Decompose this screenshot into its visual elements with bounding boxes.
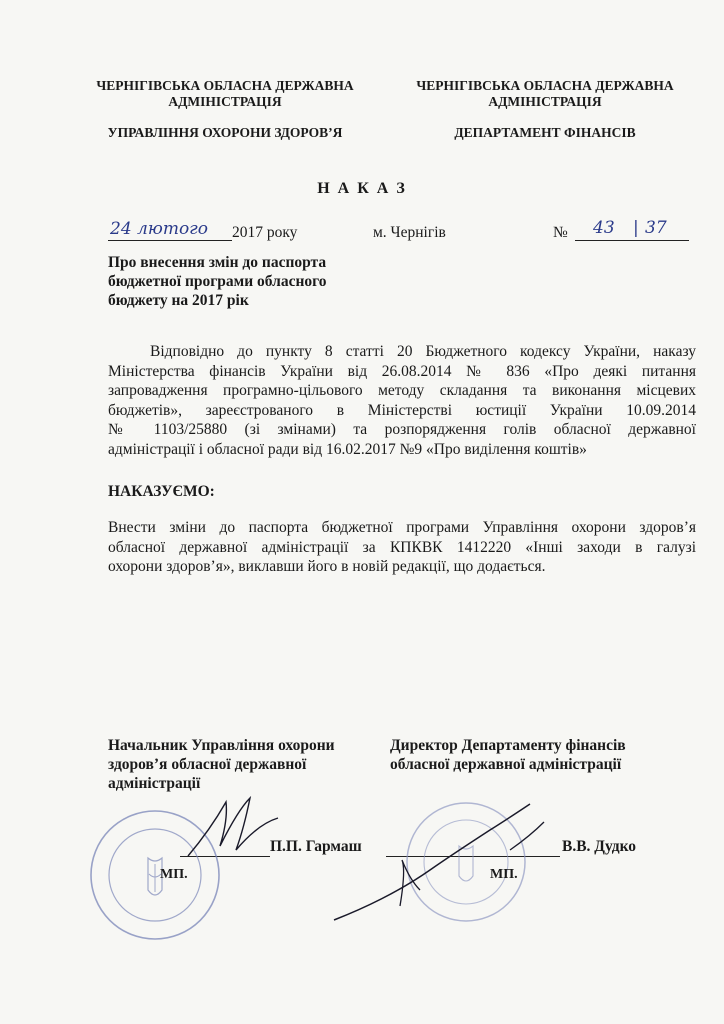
date-year: 2017 року [232, 224, 298, 241]
preamble-line3: запровадження програмно-цільового методу складання та виконання місцевих [108, 382, 696, 399]
order-paragraph [108, 518, 696, 577]
date-field [108, 219, 308, 246]
handwritten-date: 24 лютого [110, 219, 209, 239]
signatory-left-title [108, 736, 388, 793]
header-left-dept: УПРАВЛІННЯ ОХОРОНИ ЗДОРОВ’Я [107, 125, 343, 140]
right-mp-label: МП. [490, 867, 518, 882]
left-mp-label: МП. [160, 867, 188, 882]
number-underline [575, 240, 689, 241]
subject-line2: бюджетної програми обласного [108, 273, 327, 290]
signatory-right-title-line2: обласної державної адміністрації [390, 756, 622, 773]
header-right-org [395, 78, 695, 110]
header-left-org-line1: ЧЕРНІГІВСЬКА ОБЛАСНА ДЕРЖАВНА [96, 78, 354, 93]
header-left-org-line2: АДМІНІСТРАЦІЯ [168, 94, 282, 109]
document-type-title: Н А К А З [317, 180, 407, 197]
order-line3: охорони здоров’я», виклавши його в новій редакції, що додається. [108, 558, 546, 575]
handwritten-number-2: 37 [645, 218, 667, 238]
order-line2: обласної державної адміністрації за КПКВК 1412220 «Інші заходи в галузі [108, 538, 696, 556]
subject-line3: бюджету на 2017 рік [108, 292, 249, 309]
signatory-left-title-line1: Начальник Управління охорони [108, 737, 335, 754]
signatory-left-title-line3: адміністрації [108, 775, 201, 792]
preamble-line2: Міністерства фінансів України від 26.08.2014 № 836 «Про деякі питання [108, 362, 696, 380]
preamble-paragraph [108, 342, 696, 459]
header-right-dept: ДЕПАРТАМЕНТ ФІНАНСІВ [454, 125, 636, 140]
signatory-right-name: В.В. Дудко [562, 838, 637, 855]
handwritten-number-1: 43 [593, 218, 615, 238]
number-sign: № [553, 224, 568, 241]
header-right-org-line2: АДМІНІСТРАЦІЯ [488, 94, 602, 109]
order-line1: Внести зміни до паспорта бюджетної програми Управління охорони здоров’я [108, 519, 696, 536]
preamble-line5: № 1103/25880 (зі змінами) та розпорядження голів обласної державної [108, 421, 696, 438]
preamble-line6: адміністрації і обласної ради від 16.02.2017 №9 «Про виділення коштів» [108, 440, 587, 458]
handwritten-number-sep: | [633, 218, 639, 238]
order-number-field [553, 218, 693, 246]
city: м. Чернігів [373, 224, 446, 241]
signatory-right-title [390, 736, 700, 774]
signatory-left-title-line2: здоров’я обласної державної [108, 756, 307, 773]
header-right-org-line1: ЧЕРНІГІВСЬКА ОБЛАСНА ДЕРЖАВНА [416, 78, 674, 93]
date-underline [108, 240, 232, 241]
order-heading: НАКАЗУЄМО: [108, 483, 215, 500]
preamble-line4: бюджетів», зареєстрованого в Міністерстві юстиції України 10.09.2014 [108, 401, 696, 419]
preamble-line1: Відповідно до пункту 8 статті 20 Бюджетного кодексу України, наказу [150, 343, 696, 360]
right-signature [330, 800, 560, 930]
header-left-org [70, 78, 380, 110]
signatory-left-name: П.П. Гармаш [270, 838, 362, 855]
subject-line1: Про внесення змін до паспорта [108, 254, 327, 271]
order-subject [108, 253, 388, 310]
left-signature [180, 790, 290, 870]
signatory-right-title-line1: Директор Департаменту фінансів [390, 737, 626, 754]
